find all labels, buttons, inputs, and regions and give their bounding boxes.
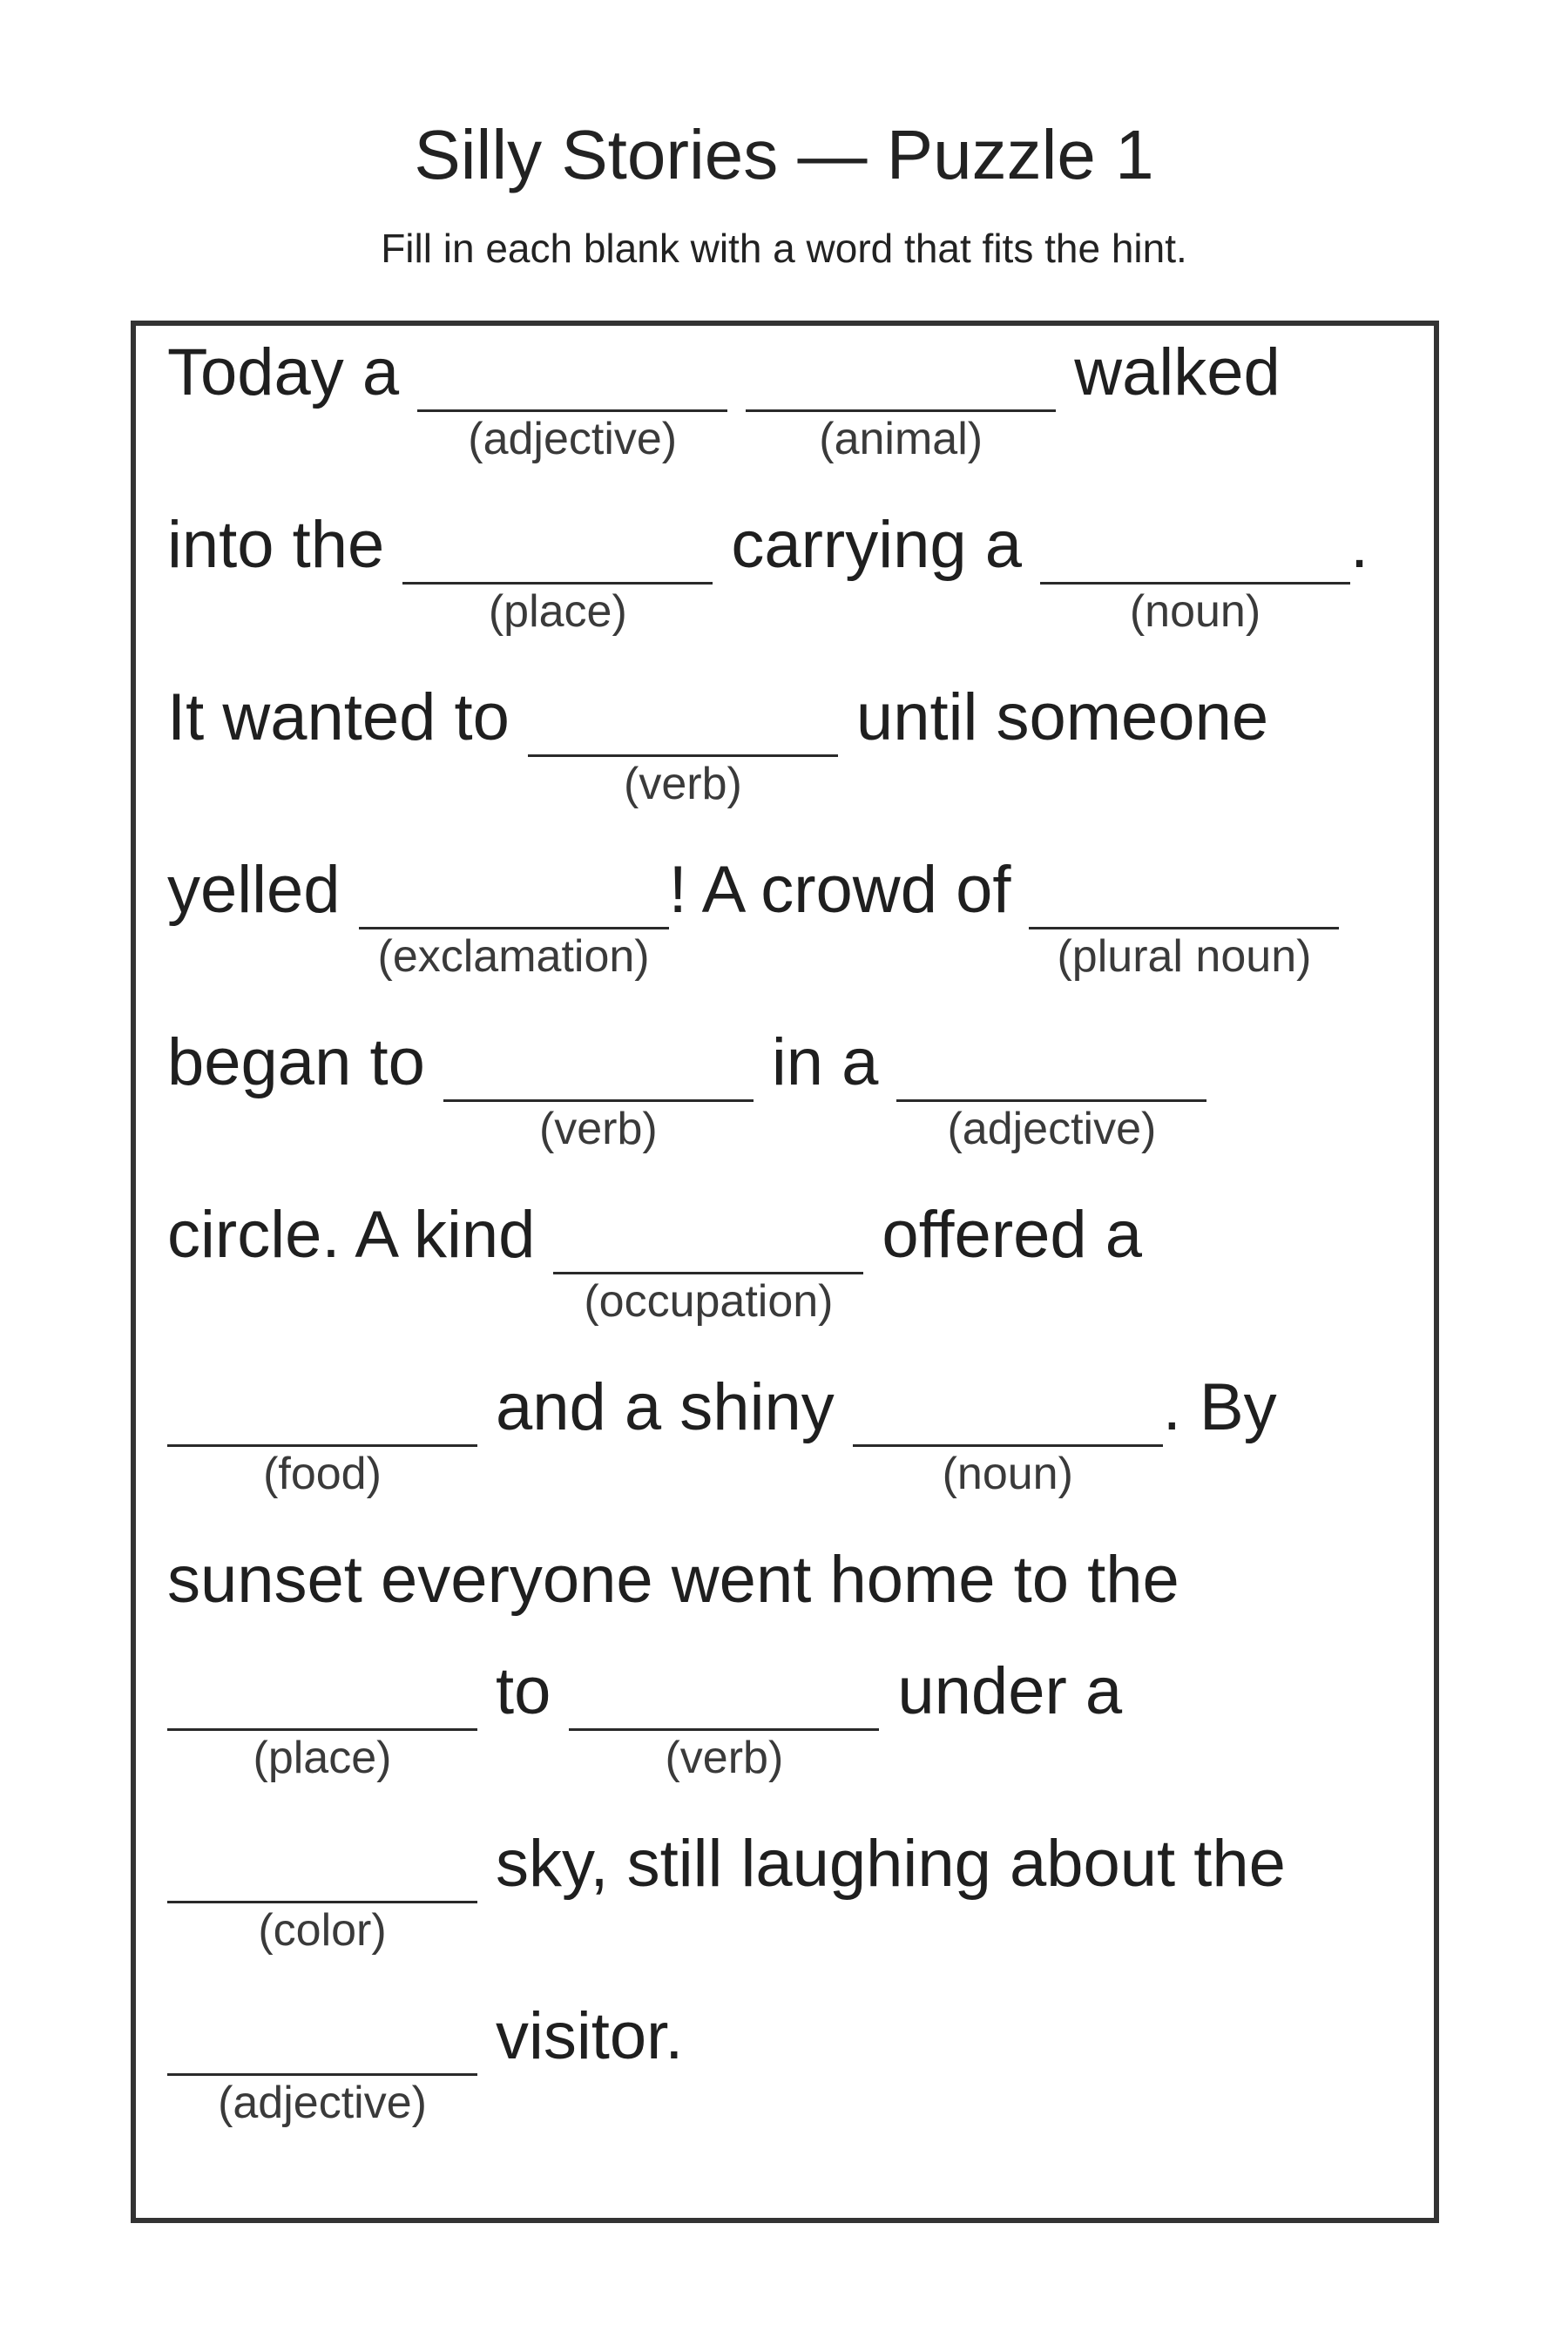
story-text-segment: Today a xyxy=(167,335,400,409)
blank-underline xyxy=(569,1728,879,1731)
blank-hint-label: (adjective) xyxy=(468,414,678,464)
story-text-segment: offered a xyxy=(882,1198,1143,1272)
blank-hint-label: (color) xyxy=(258,1905,387,1956)
blank-hint-label: (adjective) xyxy=(218,2078,427,2128)
answer-blank[interactable] xyxy=(359,847,669,982)
answer-blank[interactable] xyxy=(528,674,838,809)
story-line xyxy=(167,847,1339,982)
blank-underline xyxy=(167,2073,477,2076)
story-text-segment: . By xyxy=(1162,1370,1277,1444)
story-text-segment: under a xyxy=(897,1654,1123,1728)
story-text-segment: to xyxy=(496,1654,551,1728)
story-text-segment: until someone xyxy=(855,680,1269,754)
blank-underline xyxy=(553,1272,863,1274)
blank-hint-label: (verb) xyxy=(538,1104,658,1154)
blank-underline xyxy=(402,582,713,585)
blank-hint-label: (verb) xyxy=(665,1733,784,1783)
story-text-segment: and a shiny xyxy=(496,1370,835,1444)
blank-underline xyxy=(896,1099,1206,1102)
answer-blank[interactable] xyxy=(167,1821,477,1956)
story-text-segment: ! A crowd of xyxy=(668,853,1011,927)
blank-hint-label: (occupation) xyxy=(584,1276,834,1327)
story-line xyxy=(167,1192,1143,1327)
answer-blank[interactable] xyxy=(746,329,1056,464)
story-text-segment: sunset everyone went home to the xyxy=(167,1543,1179,1617)
blank-hint-label: (noun) xyxy=(942,1449,1073,1499)
blank-hint-label: (verb) xyxy=(624,759,742,809)
instructions-text: Fill in each blank with a word that fits the hint. xyxy=(381,226,1187,271)
answer-blank[interactable] xyxy=(402,502,713,637)
blank-underline xyxy=(1029,927,1339,929)
page-title: Silly Stories — Puzzle 1 xyxy=(414,116,1154,193)
blank-hint-label: (place) xyxy=(488,586,627,637)
story-line xyxy=(167,1648,1123,1783)
story-line xyxy=(167,1364,1277,1499)
blank-underline xyxy=(1040,582,1350,585)
blank-hint-label: (noun) xyxy=(1129,586,1261,637)
answer-blank[interactable] xyxy=(167,1993,477,2128)
answer-blank[interactable] xyxy=(553,1192,863,1327)
blank-hint-label: (adjective) xyxy=(947,1104,1157,1154)
story-text-segment: yelled xyxy=(167,853,341,927)
blank-hint-label: (plural noun) xyxy=(1057,931,1312,982)
story-text-segment: walked xyxy=(1074,335,1281,409)
answer-blank[interactable] xyxy=(569,1648,879,1783)
blank-hint-label: (food) xyxy=(263,1449,382,1499)
answer-blank[interactable] xyxy=(443,1019,754,1154)
answer-blank[interactable] xyxy=(167,1364,477,1499)
blank-underline xyxy=(417,409,727,412)
story-line xyxy=(167,329,1281,464)
story-text-segment: began to xyxy=(167,1025,425,1099)
blank-underline xyxy=(167,1901,477,1903)
story-text-segment: into the xyxy=(167,508,385,582)
story-text-segment: in a xyxy=(771,1025,879,1099)
answer-blank[interactable] xyxy=(1029,847,1339,982)
blank-underline xyxy=(167,1444,477,1447)
story-text-segment: circle. A kind xyxy=(167,1198,536,1272)
story-line xyxy=(167,1821,1286,1956)
blank-underline xyxy=(528,754,838,757)
story-line xyxy=(167,674,1269,809)
story-line xyxy=(167,502,1369,637)
blank-underline xyxy=(167,1728,477,1731)
answer-blank[interactable] xyxy=(417,329,727,464)
blank-hint-label: (exclamation) xyxy=(377,931,650,982)
blank-hint-label: (animal) xyxy=(819,414,983,464)
answer-blank[interactable] xyxy=(896,1019,1206,1154)
story-text-segment: . xyxy=(1350,508,1369,582)
blank-underline xyxy=(853,1444,1163,1447)
story-text-segment: carrying a xyxy=(731,508,1022,582)
answer-blank[interactable] xyxy=(167,1648,477,1783)
story-line xyxy=(167,1993,684,2128)
answer-blank[interactable] xyxy=(853,1364,1163,1499)
story-text-segment: sky, still laughing about the xyxy=(496,1827,1286,1901)
blank-underline xyxy=(359,927,669,929)
blank-underline xyxy=(746,409,1056,412)
answer-blank[interactable] xyxy=(1040,502,1350,637)
story-line xyxy=(167,1019,1206,1154)
story-text-segment: visitor. xyxy=(496,1999,684,2073)
blank-underline xyxy=(443,1099,754,1102)
blank-hint-label: (place) xyxy=(253,1733,392,1783)
story-text-segment: It wanted to xyxy=(167,680,510,754)
